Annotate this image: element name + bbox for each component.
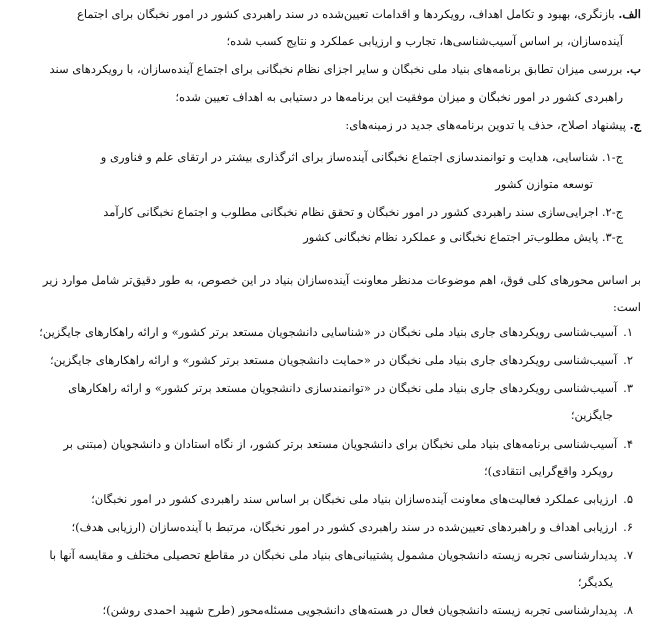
subitem-c3-text-1: پایش مطلوب‌تر اجتماع نخبگانی و عملکرد نظام نخبگانی کشور xyxy=(303,230,599,244)
section-b-label: ب. xyxy=(626,62,641,76)
topic-number: ۳. xyxy=(623,381,633,395)
topic-item-4-line-2: رویکرد واقع‌گرایی انتقادی)؛ xyxy=(483,464,613,478)
topic-text-1: آسیب‌شناسی برنامه‌های بنیاد ملی نخبگان برای دانشجویان مستعد برتر کشور، از نگاه استادان و دانشجویان (مبتنی بر xyxy=(63,437,618,451)
topic-number: ۸. xyxy=(623,603,633,617)
subitem-c2-text-1: اجرایی‌سازی سند راهبردی کشور در امور نخبگان و تحقق نظام نخبگانی مطلوب و اجتماع نخبگانی کارآمد xyxy=(103,205,599,219)
section-a-line-2: آینده‌سازان، بر اساس آسیب‌شناسی‌ها، تجارب و ارزیابی عملکرد و نتایج کسب شده؛ xyxy=(226,34,623,48)
topic-number: ۱. xyxy=(623,325,633,339)
topic-text-1: پدیدارشناسی تجربه زیسته دانشجویان مشمول پشتیبانی‌های بنیاد ملی نخبگان در مقاطع تحصیلی مختلف و مقایسه آنها با xyxy=(49,548,618,562)
topic-text-1: پدیدارشناسی تجربه زیسته دانشجویان فعال در هسته‌های دانشجویی مسئله‌محور (طرح شهید احمدی روشن)؛ xyxy=(102,603,618,617)
subitem-c1-line-1 xyxy=(101,149,623,165)
subitem-c3-line-1 xyxy=(303,229,623,245)
section-c-label: ج. xyxy=(629,118,641,132)
section-c-intro xyxy=(345,117,641,133)
subitem-c2-line-1 xyxy=(103,204,623,220)
topic-text-1: ارزیابی اهداف و راهبردهای تعیین‌شده در سند راهبردی کشور در امور نخبگان، مرتبط با آینده‌سازان (ارزیابی هدف)؛ xyxy=(71,520,618,534)
section-a-line-1 xyxy=(77,6,641,22)
section-b-line-2: راهبردی کشور در امور نخبگان و میزان موفقیت این برنامه‌ها در دستیابی به اهداف تعیین شده؛ xyxy=(175,90,623,104)
topic-item-8 xyxy=(103,602,634,618)
topic-number: ۵. xyxy=(623,492,633,506)
topic-number: ۴. xyxy=(623,437,633,451)
subitem-c1-label: ج-۱. xyxy=(601,150,623,164)
topic-text-1: ارزیابی عملکرد فعالیت‌های معاونت آینده‌سازان بنیاد ملی نخبگان بر اساس سند راهبردی کشور در امور نخبگان؛ xyxy=(91,492,618,506)
topic-item-3 xyxy=(68,380,633,396)
intro-paragraph-line-1: بر اساس محورهای کلی فوق، اهم موضوعات مدنظر معاونت آینده‌سازان بنیاد در این خصوص، به طور دقیق‌تر شامل موارد زیر xyxy=(42,273,641,287)
topic-item-6 xyxy=(72,519,633,535)
subitem-c1-text-1: شناسایی، هدایت و توانمندسازی اجتماع نخبگانی آینده‌ساز برای اثرگذاری بیشتر در ارتقای علم و فناوری و xyxy=(100,150,599,164)
subitem-c3-label: ج-۳. xyxy=(601,230,623,244)
topic-item-4 xyxy=(63,436,633,452)
topic-number: ۶. xyxy=(623,520,633,534)
section-c-intro-text: پیشنهاد اصلاح، حذف یا تدوین برنامه‌های جدید در زمینه‌های: xyxy=(345,118,626,132)
topic-item-7-line-2: یکدیگر؛ xyxy=(577,575,613,589)
subitem-c2-label: ج-۲. xyxy=(601,205,623,219)
intro-paragraph-line-2: است: xyxy=(613,300,641,314)
topic-number: ۷. xyxy=(623,548,633,562)
section-b-text-1: بررسی میزان تطابق برنامه‌های بنیاد ملی نخبگان و سایر اجزای نظام نخبگانی برای اجتماع آینده‌سازان، با رویکردهای سند xyxy=(49,62,623,76)
topic-text-1: آسیب‌شناسی رویکردهای جاری بنیاد ملی نخبگان در «توانمندسازی دانشجویان مستعد برتر کشور» و ارائه راهکارهای xyxy=(68,381,618,395)
topic-text-1: آسیب‌شناسی رویکردهای جاری بنیاد ملی نخبگان در «شناسایی دانشجویان مستعد برتر کشور» و ارائه راهکارهای جایگزین؛ xyxy=(39,325,618,339)
topic-item-3-line-2: جایگزین؛ xyxy=(570,408,613,422)
topic-item-2 xyxy=(50,352,633,368)
topic-item-1 xyxy=(39,324,633,340)
subitem-c1-line-2: توسعه متوازن کشور xyxy=(495,177,593,191)
topic-item-5 xyxy=(91,491,633,507)
topic-item-7 xyxy=(49,547,633,563)
section-a-label: الف. xyxy=(618,7,641,21)
section-b-line-1 xyxy=(50,61,642,77)
section-a-text-1: بازنگری، بهبود و تکامل اهداف، رویکردها و اقدامات تعیین‌شده در سند راهبردی کشور در امور نخبگان برای اجتماع xyxy=(77,7,615,21)
topic-text-1: آسیب‌شناسی رویکردهای جاری بنیاد ملی نخبگان در «حمایت دانشجویان مستعد برتر کشور» و ارائه راهکارهای جایگزین؛ xyxy=(49,353,618,367)
topic-number: ۲. xyxy=(623,353,633,367)
